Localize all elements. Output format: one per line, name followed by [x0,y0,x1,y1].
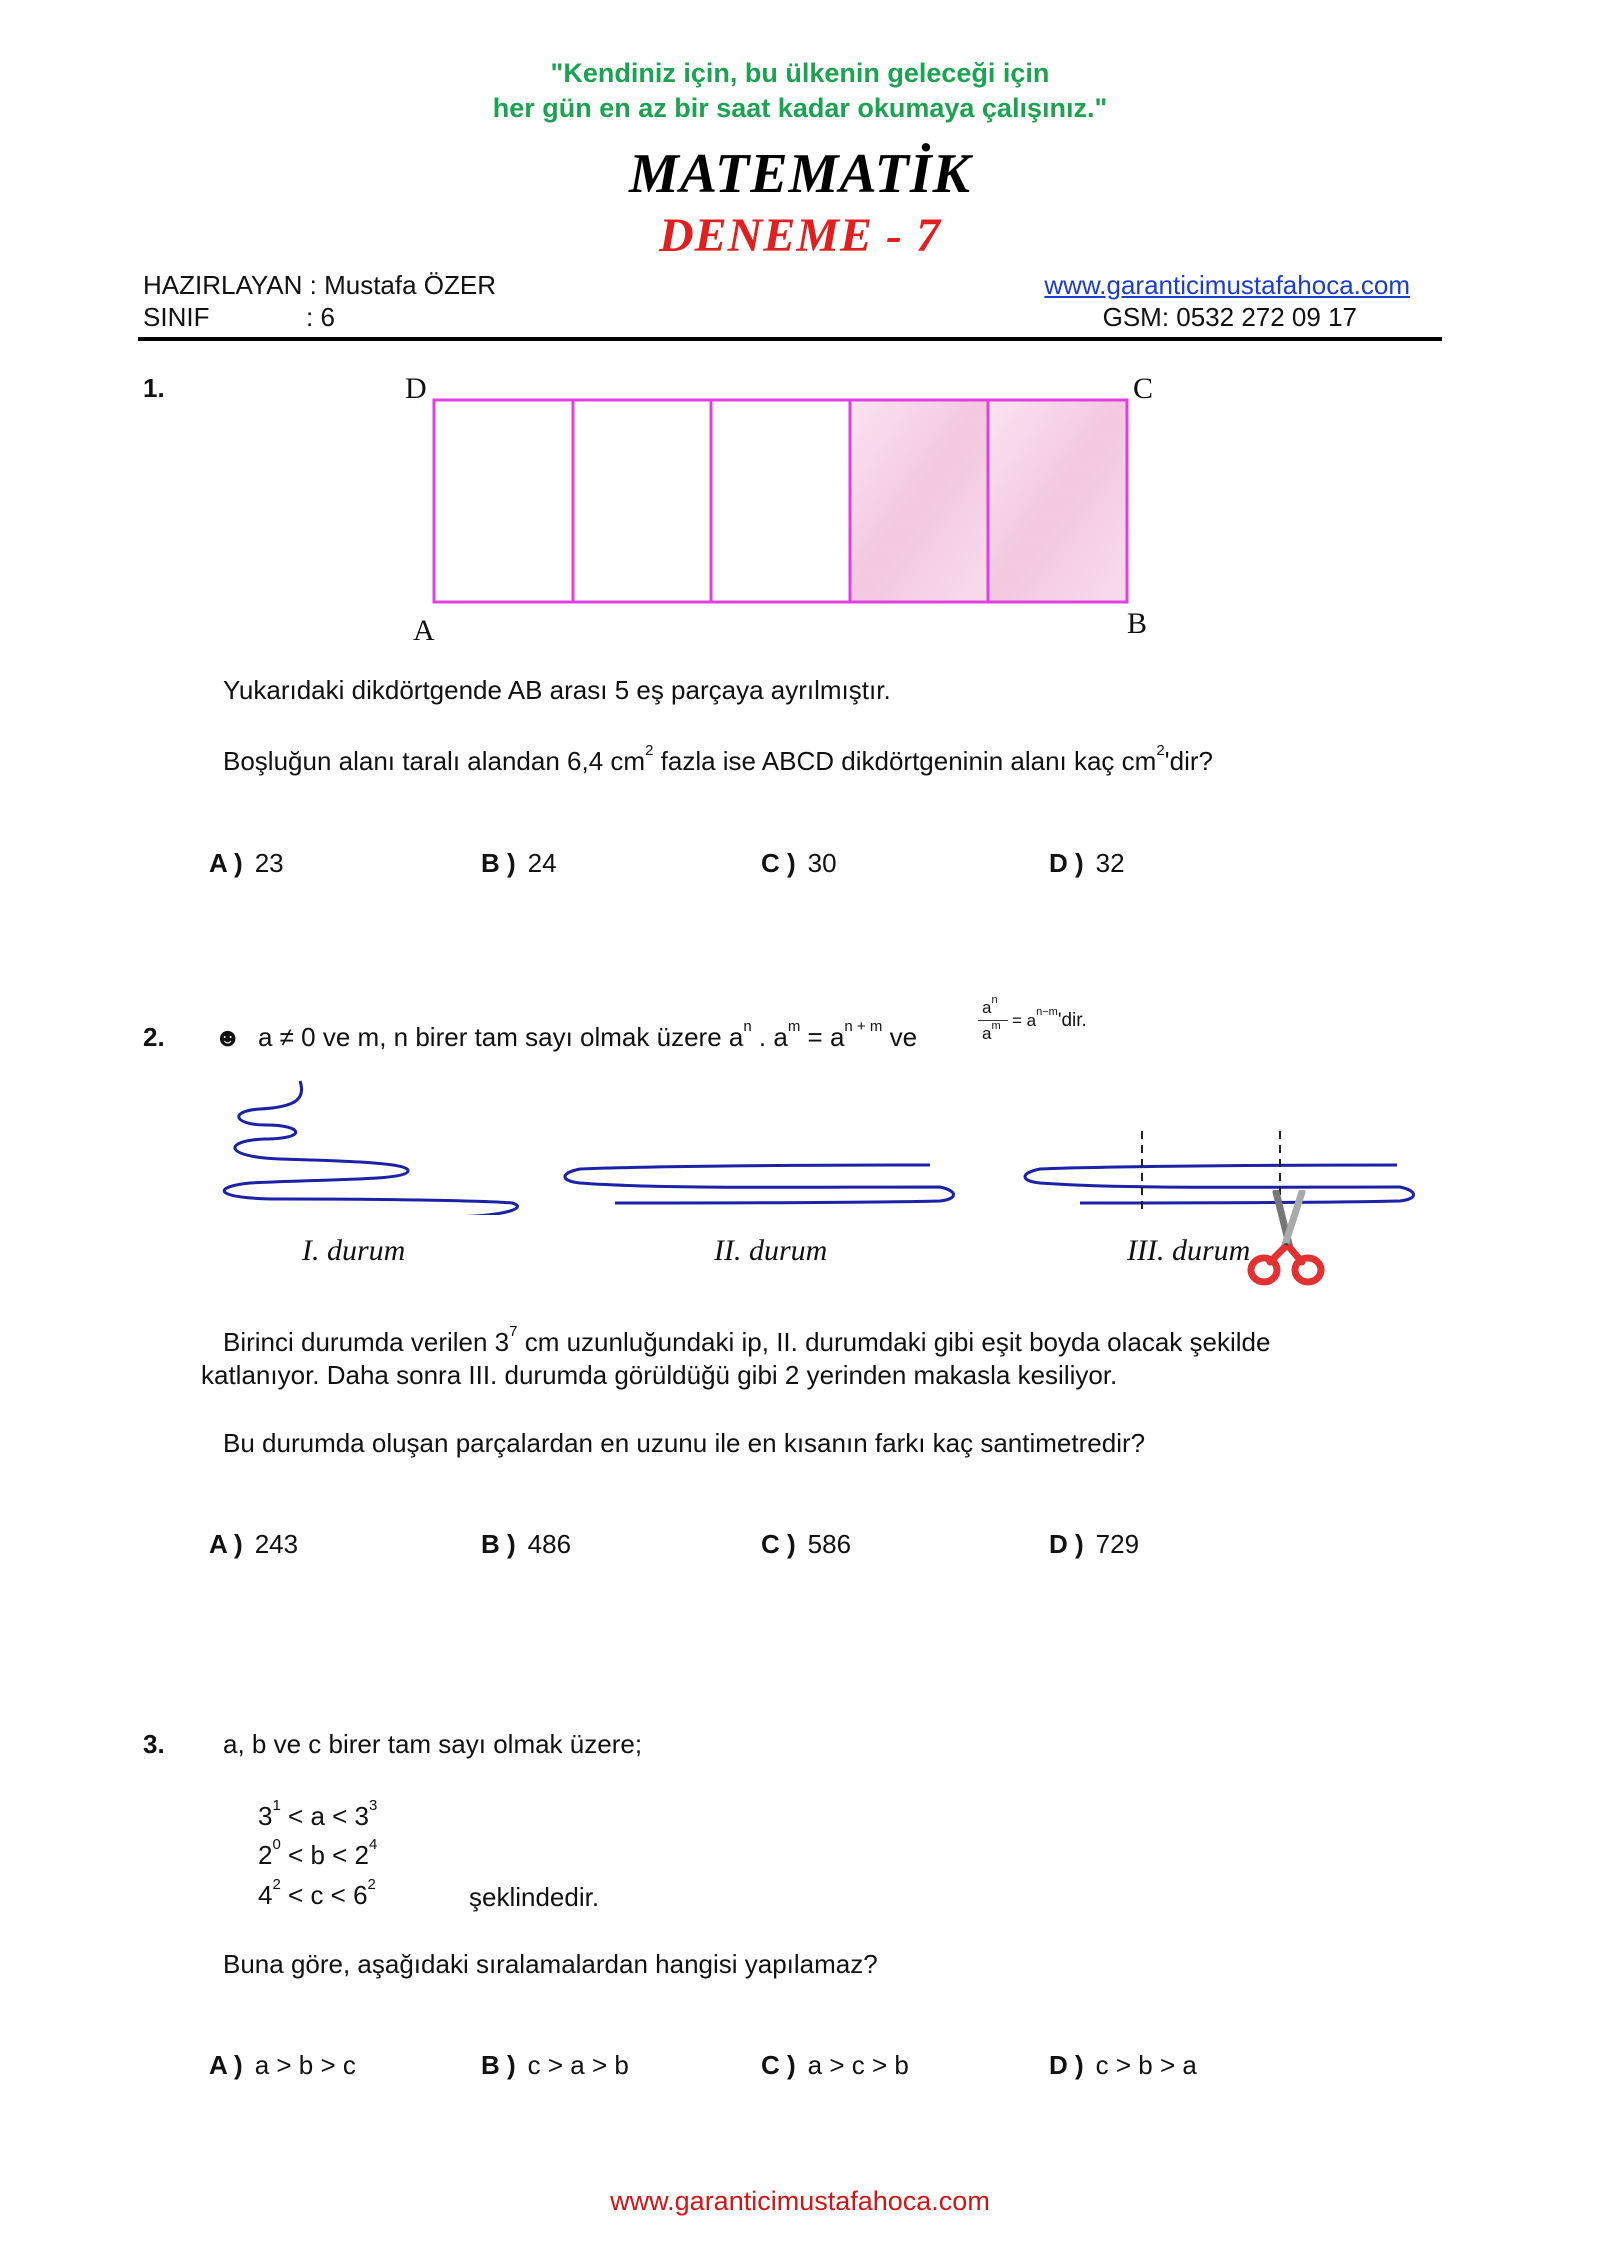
class-value: : 6 [306,302,335,332]
q3-option-d[interactable]: D ) c > b > a [1049,2050,1197,2080]
class-key: SINIF [143,302,210,332]
q1-text-line2: Boşluğun alanı taralı alandan 6,4 $cm^2$ fazla ise ABCD dikdörtgeninin alanı kaç $cm^2'dir$? [223,742,1213,776]
q1-option-c[interactable]: C ) 30 [761,848,837,878]
q1-option-d[interactable]: D ) 32 [1049,848,1125,878]
label-d: D [405,372,427,405]
q3-number: 3. [143,1729,165,1759]
header-phone: GSM: 0532 272 09 17 [1102,302,1357,332]
motto-line-1: "Kendiniz için, bu ülkenin geleceği için [550,58,1050,88]
page-subtitle: DENEME - 7 [658,209,942,262]
q2-option-d[interactable]: D ) 729 [1049,1529,1140,1559]
page-title: MATEMATİK [628,143,972,205]
smiley-bullet-icon: ☻ [214,1022,242,1052]
q2-option-a[interactable]: A ) 243 [209,1529,299,1559]
q3-suffix: şeklindedir. [469,1882,600,1912]
q2-rule: a ≠ 0 ve m, n birer tam sayı olmak üzere $a^n$ . $a^m = a^{n + m}$ ve [258,1018,918,1052]
q2-number: 2. [143,1022,165,1052]
q1-number: 1. [143,373,165,403]
q3-inequality-c: $4^2 < c < 6^2$ [258,1876,376,1910]
q2-paragraph-line1: Birinci durumda verilen $3^7$ cm uzunluğundaki ip, II. durumdaki gibi eşit boyda olacak şekilde [223,1323,1271,1357]
durum-2-label: II. durum [714,1234,828,1267]
q3-intro: a, b ve c birer tam sayı olmak üzere; [223,1729,643,1759]
label-a: A [413,614,435,647]
q1-option-a[interactable]: A ) 23 [209,848,284,878]
q3-option-a[interactable]: A ) a > b > c [209,2050,356,2080]
shaded-segment-5 [988,400,1127,602]
q3-inequality-b: $2^0 < b < 2^4$ [258,1836,378,1870]
label-b: B [1127,607,1148,640]
q2-option-c[interactable]: C ) 586 [761,1529,852,1559]
q3-option-c[interactable]: C ) a > c > b [761,2050,909,2080]
shaded-segment-4 [850,400,988,602]
header-website-link[interactable]: www.garanticimustafahoca.com [1044,270,1410,300]
footer-website-link[interactable]: www.garanticimustafahoca.com [610,2186,990,2216]
header-divider [138,337,1442,341]
label-c: C [1133,372,1154,405]
q2-option-b[interactable]: B ) 486 [481,1529,572,1559]
q3-option-b[interactable]: B ) c > a > b [481,2050,629,2080]
q1-rectangle-figure [400,370,1200,660]
q2-paragraph-line2: katlanıyor. Daha sonra III. durumda görüldüğü gibi 2 yerinden makasla kesiliyor. [201,1360,1118,1390]
author-label: HAZIRLAYAN : Mustafa ÖZER [143,270,497,300]
rope-folded [565,1165,954,1203]
durum-3-label: III. durum [1127,1234,1251,1267]
rope-cut [1025,1165,1414,1203]
q1-text-line1: Yukarıdaki dikdörtgende AB arası 5 eş parçaya ayrılmıştır. [223,675,891,705]
durum-1-label: I. durum [302,1234,406,1267]
q1-option-b[interactable]: B ) 24 [481,848,557,878]
rope-coiled [224,1081,517,1215]
scissors-icon [1240,1190,1330,1290]
q3-inequality-a: $3^1 < a < 3^3$ [258,1797,378,1831]
motto-line-2: her gün en az bir saat kadar okumaya çalışınız." [492,93,1108,123]
q3-question: Buna göre, aşağıdaki sıralamalardan hangisi yapılamaz? [223,1949,878,1979]
q2-question: Bu durumda oluşan parçalardan en uzunu ile en kısanın farkı kaç santimetredir? [223,1428,1146,1458]
